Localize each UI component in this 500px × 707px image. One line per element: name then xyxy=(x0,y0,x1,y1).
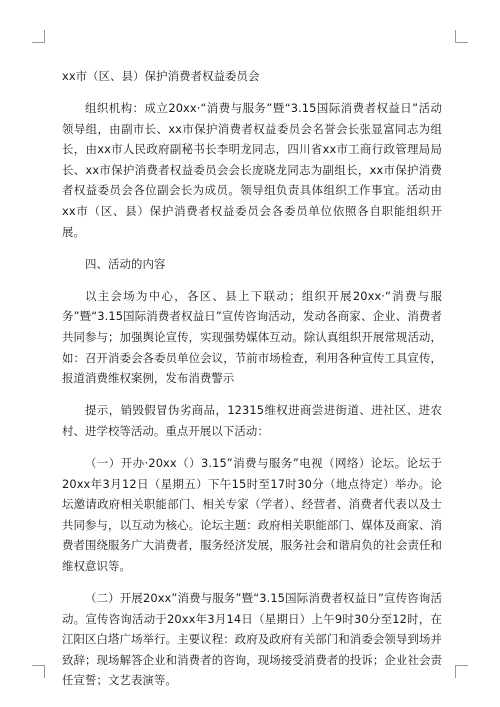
section-heading-activity-content: 四、活动的内容 xyxy=(85,256,166,271)
document-heading: xx市（区、县）保护消费者权益委员会 xyxy=(62,69,260,83)
crop-mark-bottom-right xyxy=(455,665,468,678)
paragraph-organization: 组织机构：成立20xx·“消费与服务”暨“3.15国际消费者权益日”活动领导组，由副市长、xx市保护消费者权益委员会名誉会长张显富同志为组长，由xx市人民政府副秘书长李明龙同志，四川省xx市工商行政管理局局长、xx市保护消费者权益委员会会长庞晓龙同志为副组长，xx市保护消费者权益委员会各位副会长为成员。领导组负责具体组织工作事宜。活动由xx市（区、县）保护消费者权益委员会各委员单位依照各自职能组织开展。 xyxy=(62,101,442,239)
paragraph-item-one-forum: （一）开办·20xx（）3.15”消费与服务”电视（网络）论坛。论坛于20xx年3月12日（星期五）下午15时至17时30分（地点待定）举办。论坛邀请政府相关职能部门、相关专家（学者）、经营者、消费者代表以及士共同参与，以互动为核心。论坛主题：政府相关职能部门、媒体及商家、消费者围绕服务广大消费者，服务经济发展，服务社会和谐肩负的社会责任和维权意识等。 xyxy=(62,456,442,573)
crop-mark-top-right xyxy=(455,30,468,43)
crop-mark-bottom-left xyxy=(32,665,45,678)
document-body xyxy=(62,66,442,703)
paragraph-item-two-consultation: （二）开展20xx”消费与服务”暨“3.15国际消费者权益日”宣传咨询活动。宣传咨询活动于20xx年3月14日（星期日）上午9时30分至12时，在江阳区白塔广场举行。主要议程：政府及政府有关部门和消委会领导到场并致辞；现场解答企业和消费者的咨询，现场接受消费者的投诉；企业社会责任宣誓；文艺表演等。 xyxy=(62,591,442,688)
paragraph-activity-list-intro: 提示，销毁假冒伪劣商品，12315维权进商尝进街道、进社区、进农村、进学校等活动。重点开展以下活动： xyxy=(62,403,442,438)
paragraph-activity-overview: 以主会场为中心，各区、县上下联动；组织开展20xx·“消费与服务”暨“3.15国际消费者权益日”宣传咨询活动，发动各商家、企业、消费者共同参与；加强舆论宣传，实现强势媒体互动。除认真组织开展常规活动，如：召开消委会各委员单位会议，节前市场检查，利用各种宣传工具宣传，报道消费维权案例，发布消费警示 xyxy=(62,288,442,386)
crop-mark-top-left xyxy=(32,30,45,43)
